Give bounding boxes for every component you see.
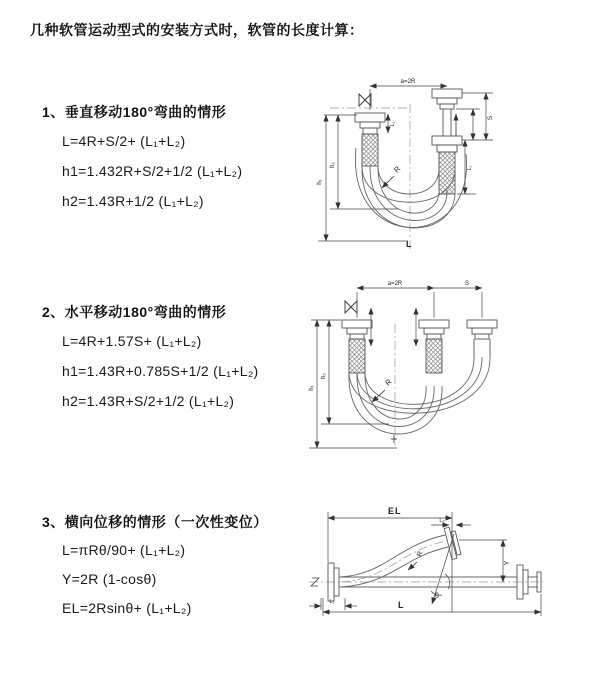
braided-hose-ends bbox=[349, 339, 442, 373]
section-3-formula-L: L=πRθ/90+ (L₁+L₂) bbox=[62, 542, 186, 558]
dim-label-h1: h₁ bbox=[317, 179, 323, 185]
section-2-formula-h1: h1=1.43R+0.785S+1/2 (L₁+L₂) bbox=[62, 363, 259, 379]
dim-label-s: S bbox=[464, 281, 470, 287]
page-title: 几种软管运动型式的安装方式时，软管的长度计算： bbox=[30, 22, 364, 38]
radius-leader-arrow bbox=[372, 390, 397, 443]
diagram-horizontal-180-bend bbox=[305, 278, 555, 458]
valve-symbol-icon bbox=[359, 94, 371, 106]
section-2-formula-L: L=4R+1.57S+ (L₁+L₂) bbox=[62, 333, 202, 349]
dim-label-a2r: a=2R bbox=[400, 78, 416, 85]
section-3-formula-Y: Y=2R (1-cosθ) bbox=[62, 571, 157, 587]
valve-symbol-icon bbox=[345, 301, 357, 313]
section-2-formula-h2: h2=1.43R+S/2+1/2 (L₁+L₂) bbox=[62, 393, 235, 409]
dimension-lines bbox=[309, 288, 482, 448]
dim-label-h2: h₂ bbox=[321, 373, 327, 379]
length-label: L bbox=[406, 239, 412, 249]
radius-label: R bbox=[416, 550, 425, 558]
dim-label-h1: h₁ bbox=[309, 385, 315, 391]
section-3-heading: 3、横向位移的情形（一次性变位） bbox=[42, 514, 268, 530]
diagram-lateral-displacement bbox=[295, 494, 585, 656]
radius-label: R bbox=[383, 377, 394, 388]
hose-loops bbox=[349, 357, 490, 434]
section-2-heading: 2、水平移动180°弯曲的情形 bbox=[42, 304, 227, 320]
braided-hose-ends bbox=[362, 134, 455, 194]
length-label: L bbox=[398, 600, 404, 610]
dim-label-y: Y bbox=[504, 560, 511, 566]
diagram-vertical-180-bend bbox=[310, 68, 570, 260]
section-1-heading: 1、垂直移动180°弯曲的情形 bbox=[42, 104, 227, 120]
radius-leader-arrow bbox=[408, 562, 417, 570]
section-1-formula-h2: h2=1.43R+1/2 (L₁+L₂) bbox=[62, 193, 204, 209]
section-3-formula-EL: EL=2Rsinθ+ (L₁+L₂) bbox=[62, 600, 192, 616]
dim-label-a2r: a=2R bbox=[387, 281, 403, 287]
dim-label-l1: L₁ bbox=[329, 599, 335, 605]
centerline bbox=[330, 104, 410, 250]
section-1-formula-h1: h1=1.432R+S/2+1/2 (L₁+L₂) bbox=[62, 163, 243, 179]
dim-label-l1-left: L₁ bbox=[390, 121, 396, 127]
dim-label-s: S bbox=[487, 115, 494, 121]
dim-label-l1-right: L₁ bbox=[467, 165, 473, 171]
dim-label-el: EL bbox=[388, 506, 402, 516]
radius-label: R bbox=[392, 164, 403, 175]
section-1-formula-L: L=4R+S/2+ (L₁+L₂) bbox=[62, 133, 186, 149]
angle-theta-label: θ bbox=[435, 593, 439, 600]
dim-label-l2: L₂ bbox=[439, 518, 445, 524]
dim-label-h2: h₂ bbox=[330, 162, 336, 168]
hose-displaced-position bbox=[341, 535, 448, 587]
